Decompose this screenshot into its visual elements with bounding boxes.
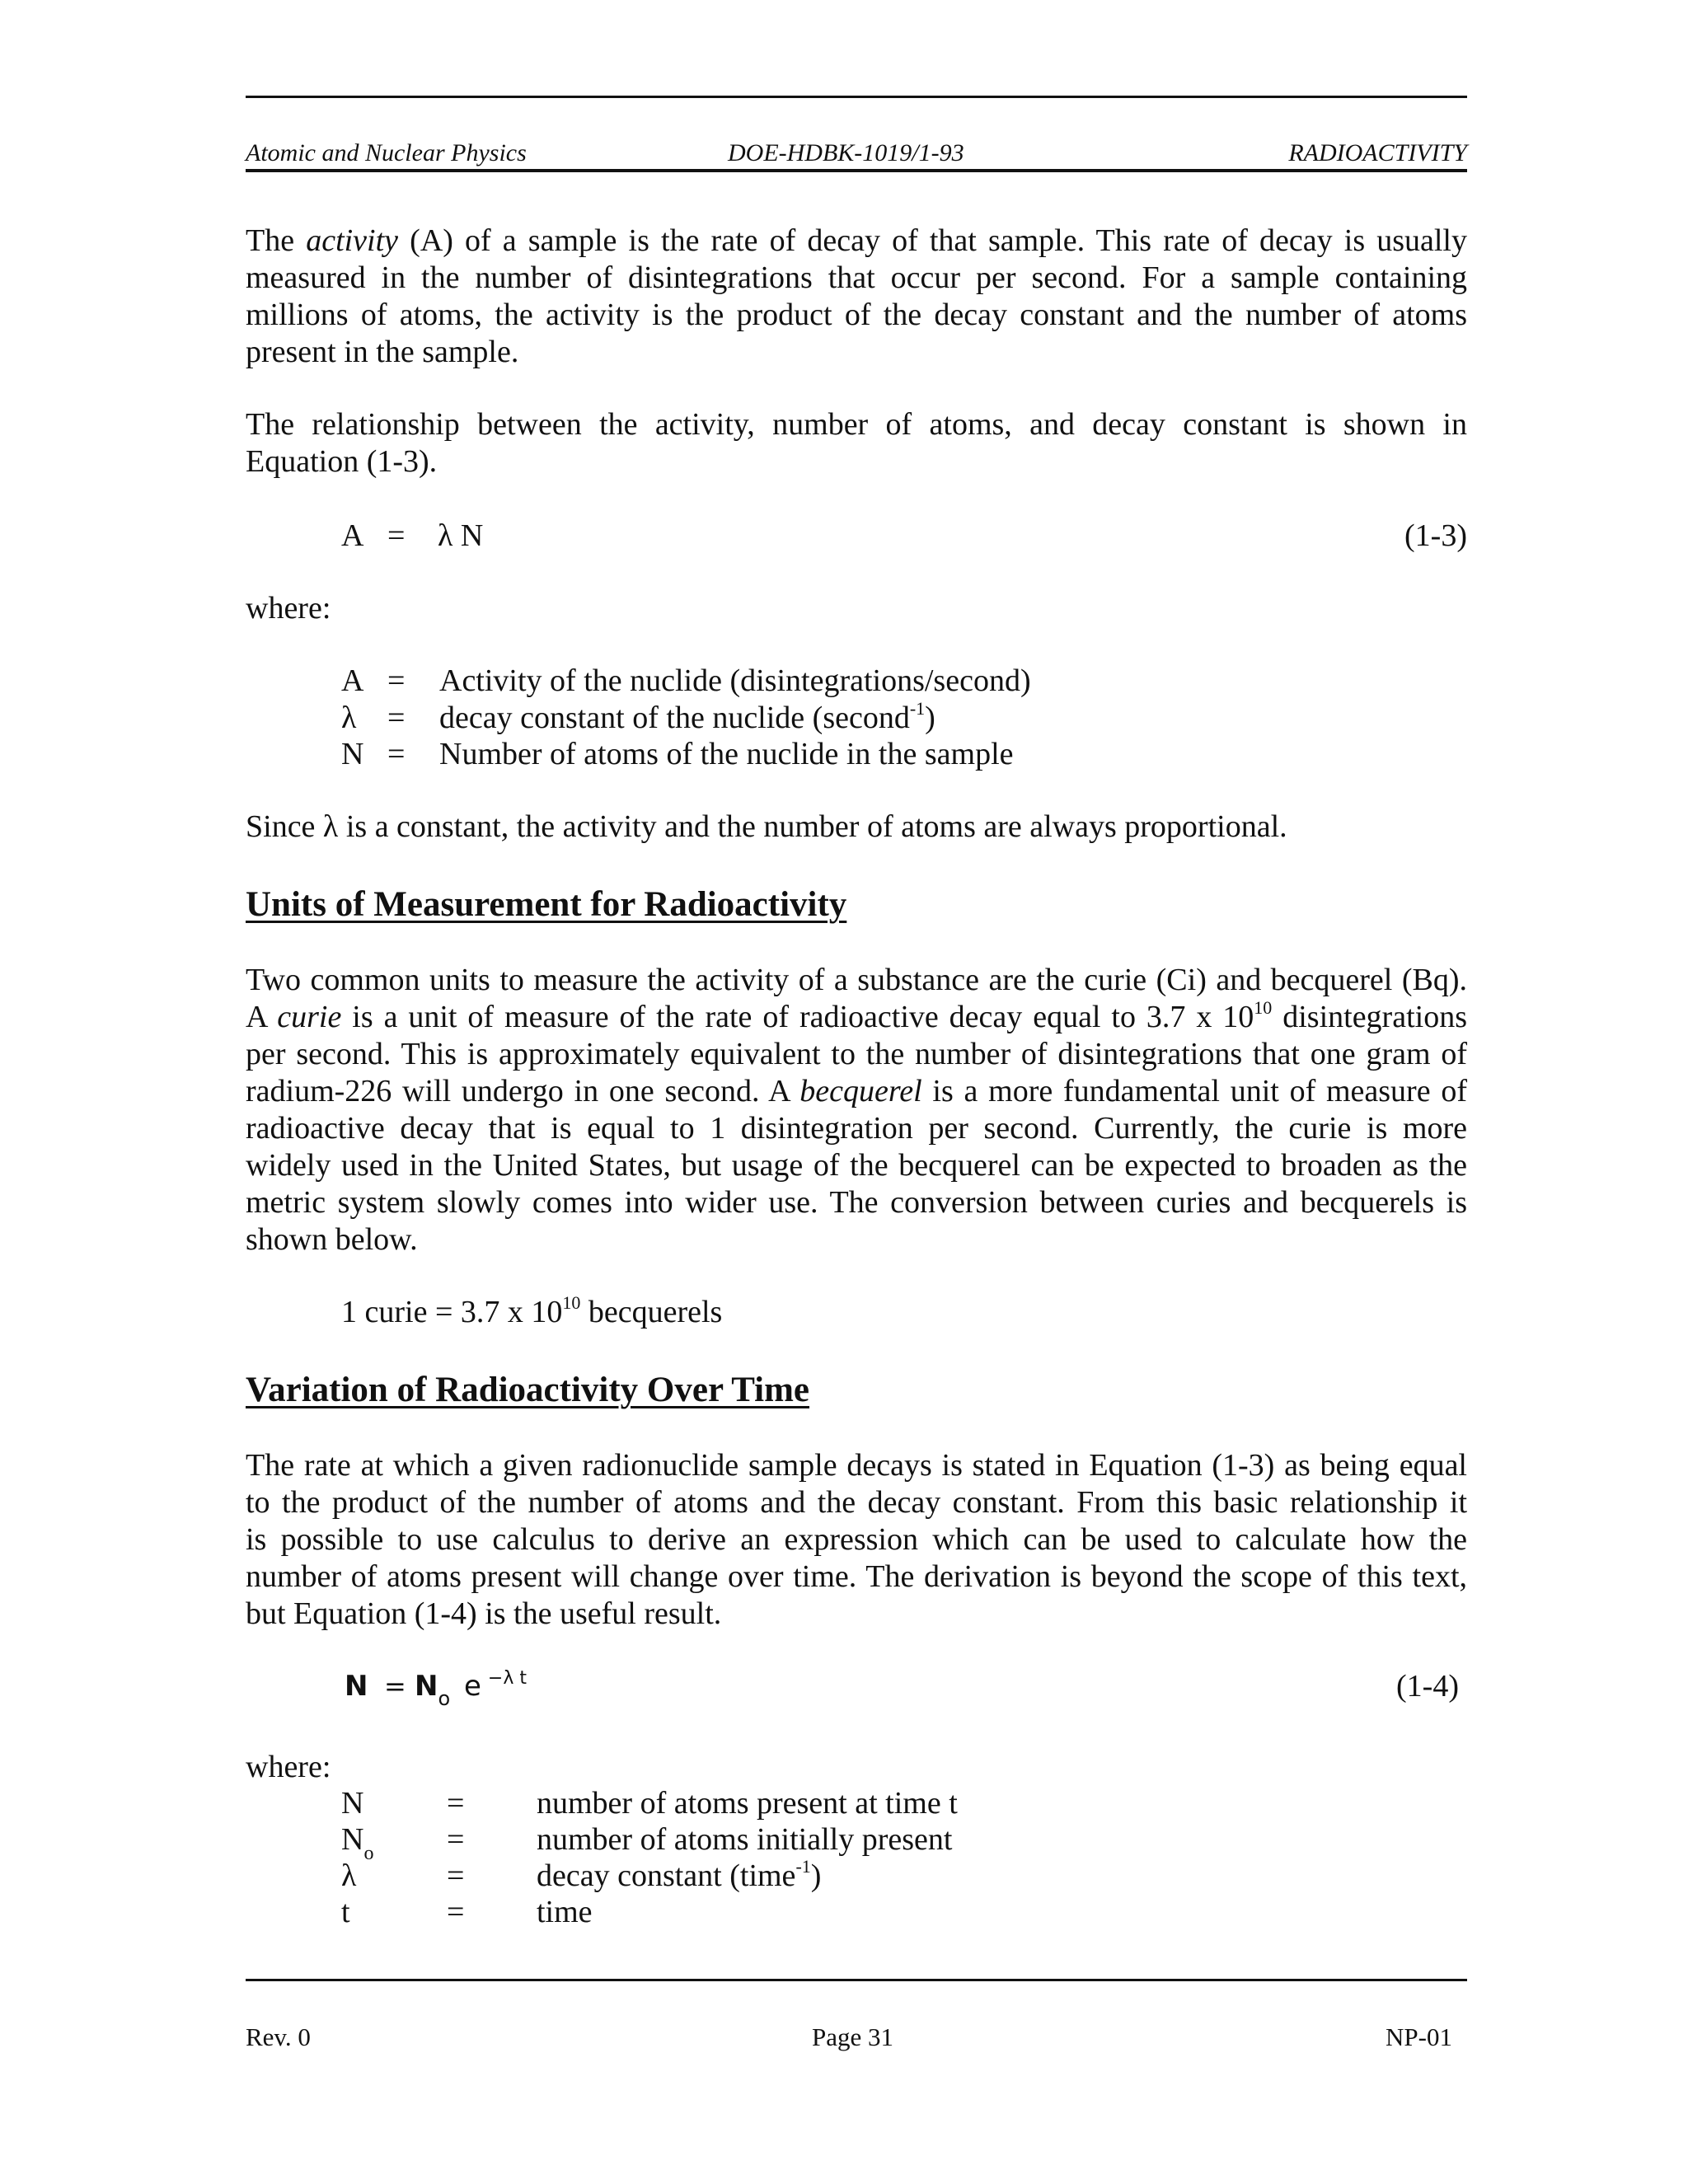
text-line: The rate at which a given radionuclide sample decays is stated in Equation (1-3) as being equal: [246, 1448, 1467, 1483]
section-heading-units: Units of Measurement for Radioactivity: [246, 885, 847, 924]
text-line: The activity (A) of a sample is the rate of decay of that sample. This rate of decay is usually: [246, 223, 1467, 258]
def-equals: =: [387, 701, 406, 735]
def-equals: =: [447, 1822, 465, 1857]
equation-1-4-n0: $N_o$: [415, 1670, 451, 1710]
def-symbol: t: [341, 1895, 350, 1929]
def-equals: =: [447, 1786, 465, 1821]
def-text: Activity of the nuclide (disintegrations/second): [439, 663, 1031, 698]
section-heading-variation: Variation of Radioactivity Over Time: [246, 1371, 809, 1409]
def-text: Number of atoms of the nuclide in the sample: [439, 737, 1014, 771]
where-label: where:: [246, 591, 331, 626]
equation-1-3-lhs: A: [341, 518, 364, 553]
text-line: metric system slowly comes into wider use. The conversion between curies and becquerels is: [246, 1185, 1467, 1220]
header-left: Atomic and Nuclear Physics: [246, 139, 527, 166]
def-symbol: λ: [341, 701, 357, 735]
def-equals: =: [447, 1858, 465, 1893]
def-symbol: N: [341, 1786, 364, 1821]
header-top-rule: [246, 96, 1467, 98]
paragraph-units: [246, 962, 1467, 1258]
def-symbol: $N_o$: [341, 1822, 374, 1864]
equation-1-4-number: (1-4): [1396, 1669, 1459, 1704]
text-line: A curie is a unit of measure of the rate of radioactive decay equal to 3.7 x $10^{10}$ disintegrations: [246, 997, 1467, 1034]
header-bottom-rule: [246, 169, 1467, 172]
def-text: number of atoms present at time t: [537, 1786, 958, 1821]
text-line: is possible to use calculus to derive an expression which can be used to calculate how the: [246, 1522, 1467, 1557]
term-activity: activity: [306, 223, 399, 258]
text-line: Two common units to measure the activity of a substance are the curie (Ci) and becquerel (Bq).: [246, 963, 1467, 997]
term-curie: curie: [277, 1000, 342, 1034]
text-line: per second. This is approximately equivalent to the number of disintegrations that one gram of: [246, 1037, 1467, 1071]
footer-rule: [246, 1979, 1467, 1981]
text-line: to the product of the number of atoms and the decay constant. From this basic relationship it: [246, 1485, 1467, 1520]
def-text: decay constant (time$^{-1}$): [537, 1856, 822, 1893]
equation-1-4-equals: =: [384, 1671, 406, 1702]
def-equals: =: [447, 1895, 465, 1929]
def-equals: =: [387, 737, 406, 771]
footer-page-number: Page 31: [812, 2022, 894, 2051]
def-symbol: N: [341, 737, 364, 771]
text-line: The relationship between the activity, number of atoms, and decay constant is shown in: [246, 407, 1467, 442]
paragraph-activity: [246, 223, 1467, 371]
text-line: radioactive decay that is equal to 1 disintegration per second. Currently, the curie is more: [246, 1111, 1467, 1146]
def-text: time: [537, 1895, 593, 1929]
text-line: millions of atoms, the activity is the product of the decay constant and the number of atoms: [246, 298, 1467, 332]
text-line: number of atoms present will change over time. The derivation is beyond the scope of this text,: [246, 1559, 1467, 1594]
term-becquerel: becquerel: [799, 1074, 922, 1108]
text-line: Equation (1-3).: [246, 444, 438, 479]
header-right: RADIOACTIVITY: [1288, 139, 1467, 166]
text-line: but Equation (1-4) is the useful result.: [246, 1596, 722, 1631]
text-line: widely used in the United States, but usage of the becquerel can be expected to broaden as the: [246, 1148, 1467, 1183]
def-symbol: λ: [341, 1858, 357, 1893]
equation-1-4-lhs: N: [345, 1670, 368, 1703]
paragraph-variation: [246, 1447, 1467, 1633]
text-line: shown below.: [246, 1222, 418, 1257]
footer-module: NP-01: [1386, 2022, 1452, 2051]
where-label: where:: [246, 1750, 331, 1784]
equation-1-4-exponential: e $^{-\lambda t}$: [464, 1668, 527, 1703]
header-center: DOE-HDBK-1019/1-93: [728, 139, 964, 166]
since-sentence: Since λ is a constant, the activity and the number of atoms are always proportional.: [246, 809, 1287, 844]
text-line: measured in the number of disintegrations that occur per second. For a sample containing: [246, 260, 1467, 295]
text-line: radium-226 will undergo in one second. A becquerel is a more fundamental unit of measure of: [246, 1074, 1467, 1108]
equation-1-3-number: (1-3): [1404, 518, 1467, 553]
text-line: present in the sample.: [246, 335, 519, 369]
def-text: number of atoms initially present: [537, 1822, 953, 1857]
footer-revision: Rev. 0: [246, 2022, 311, 2051]
paragraph-relationship: [246, 406, 1467, 480]
def-symbol: A: [341, 663, 364, 698]
def-equals: =: [387, 663, 406, 698]
equation-1-3-equals: =: [387, 518, 406, 553]
def-text: decay constant of the nuclide (second$^{-1}$): [439, 698, 935, 735]
conversion-line: 1 curie = 3.7 x $10^{10}$ becquerels: [341, 1292, 723, 1329]
equation-1-3-rhs: λ N: [438, 518, 484, 553]
